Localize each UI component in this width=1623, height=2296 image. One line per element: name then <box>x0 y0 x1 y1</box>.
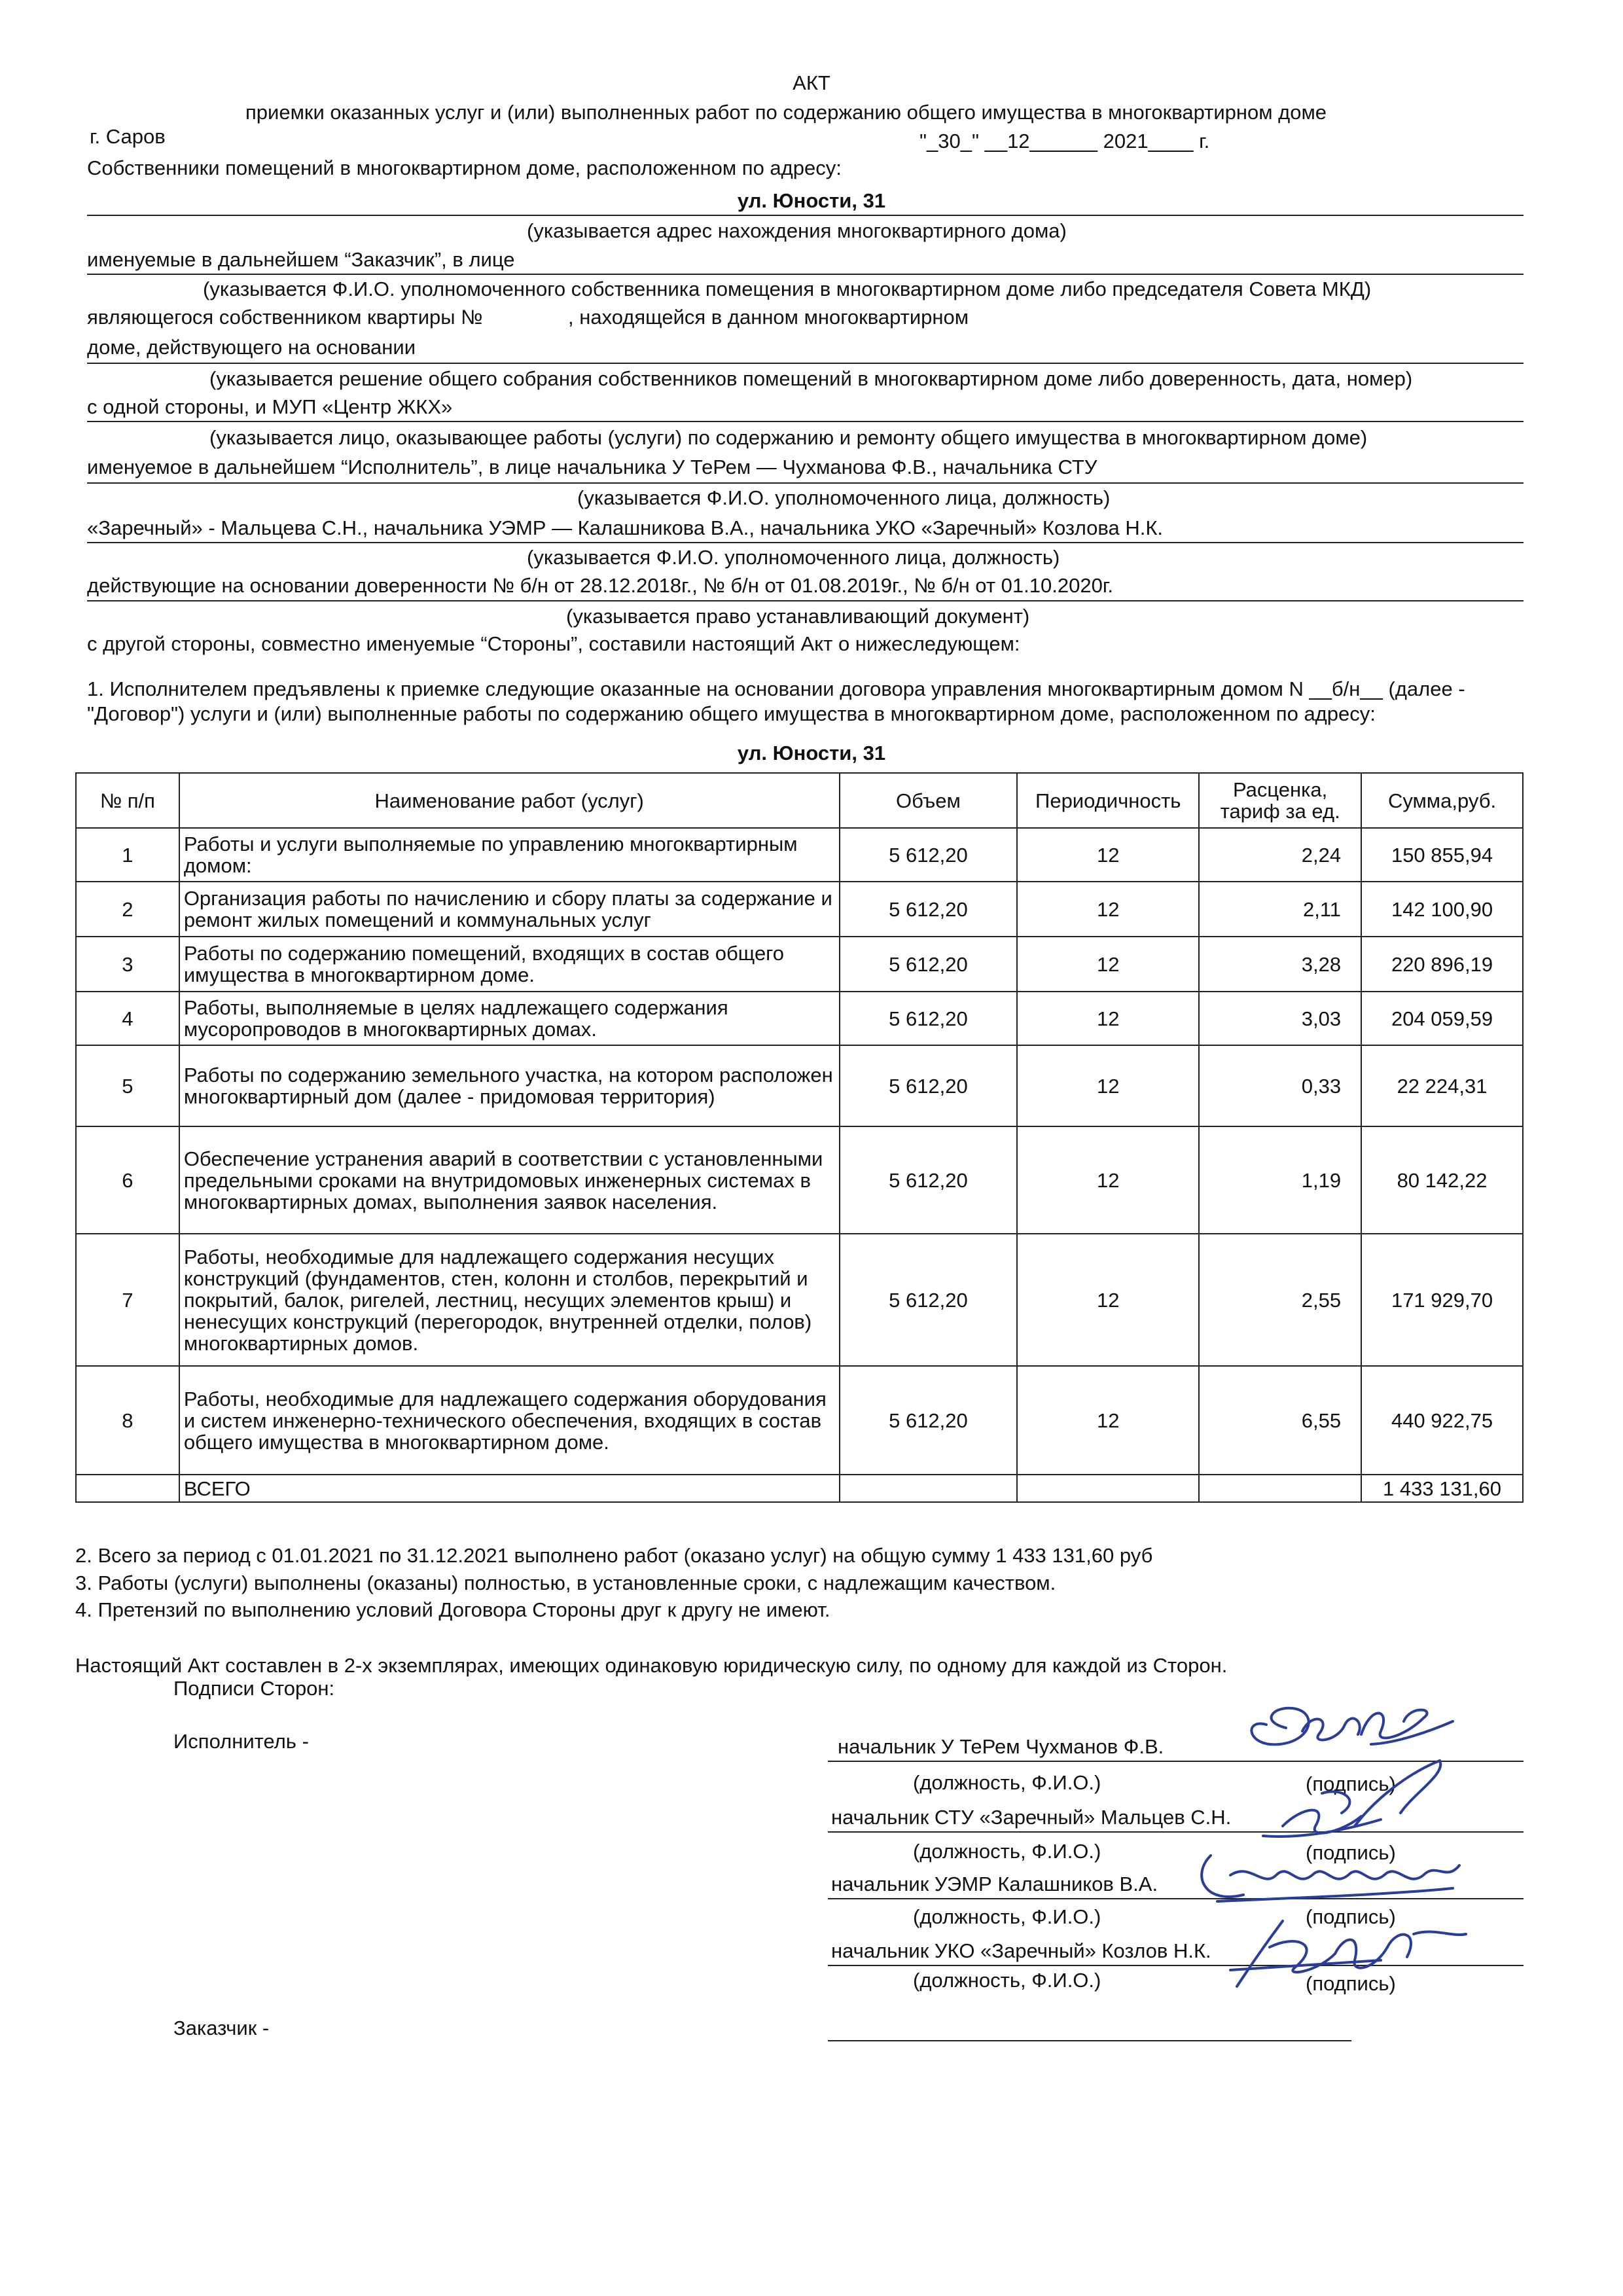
header-period: Периодичность <box>1017 773 1199 828</box>
customer-signature-rule <box>828 2040 1351 2041</box>
clause-3: 3. Работы (услуги) выполнены (оказаны) полностью, в установленные сроки, с надлежащим качеством. <box>75 1571 1056 1594</box>
row-rate: 1,19 <box>1199 1126 1361 1234</box>
row-volume: 5 612,20 <box>840 1045 1018 1126</box>
other-side-line: с другой стороны, совместно именуемые “Стороны”, составили настоящий Акт о нижеследующем: <box>87 632 1020 655</box>
one-side-rule <box>87 421 1524 422</box>
table-row <box>76 1234 1523 1366</box>
row-name: Работы, необходимые для надлежащего содержания несущих конструкций (фундаментов, стен, колонн и столбов, перекрытий и покрытий, балок, ригелей, лестниц, несущих элементов крыш) и ненесущих конструкций (перегородок, внутренней отделки, полов) многоквартирных домов. <box>179 1234 840 1366</box>
row-volume: 5 612,20 <box>840 937 1018 992</box>
table-row <box>76 992 1523 1045</box>
row-sum: 440 922,75 <box>1361 1366 1523 1475</box>
row-name: Обеспечение устранения аварий в соответствии с установленными предельными сроками на внутридомовых инженерных системах в многоквартирных домах, выполнения заявок населения. <box>179 1126 840 1234</box>
header-name: Наименование работ (услуг) <box>179 773 840 828</box>
row-name: Работы, необходимые для надлежащего содержания оборудования и систем инженерно-технического обеспечения, входящих в состав общего имущества в многоквартирном доме. <box>179 1366 840 1475</box>
signer-4-signature-hint: (подпись) <box>1306 1972 1396 1995</box>
signature-1-image <box>1240 1692 1456 1764</box>
signer-3-position: начальник УЭМР Калашников В.А. <box>831 1873 1158 1895</box>
row-rate: 0,33 <box>1199 1045 1361 1126</box>
row-period: 12 <box>1017 1234 1199 1366</box>
row-num: 3 <box>76 937 179 992</box>
signature-2-image <box>1243 1754 1479 1846</box>
header-rate: Расценка, тариф за ед. <box>1199 773 1361 828</box>
row-rate: 3,03 <box>1199 992 1361 1045</box>
table-row <box>76 1126 1523 1234</box>
customer-rule <box>87 274 1524 275</box>
row-num: 2 <box>76 882 179 937</box>
row-volume: 5 612,20 <box>840 1234 1018 1366</box>
address-hint: (указывается адрес нахождения многоквартирного дома) <box>527 219 1067 242</box>
row-rate: 3,28 <box>1199 937 1361 992</box>
signature-3-image <box>1191 1842 1466 1908</box>
row-name: Работы и услуги выполняемые по управлению многоквартирным домом: <box>179 828 840 882</box>
row-name: Организация работы по начислению и сбору платы за содержание и ремонт жилых помещений и коммунальных услуг <box>179 882 840 937</box>
one-side-line: с одной стороны, и МУП «Центр ЖКХ» <box>87 395 453 418</box>
contractor-hint: (указывается лицо, оказывающее работы (услуги) по содержанию и ремонту общего имущества в многоквартирном доме) <box>209 426 1368 449</box>
row-name: Работы, выполняемые в целях надлежащего содержания мусоропроводов в многоквартирных домах. <box>179 992 840 1045</box>
contractor-line-2: «Заречный» - Мальцева С.Н., начальника УЭМР — Калашникова В.А., начальника УКО «Заречный» Козлова Н.К. <box>87 516 1164 539</box>
table-header-row <box>76 773 1523 828</box>
row-rate: 6,55 <box>1199 1366 1361 1475</box>
row-rate: 2,24 <box>1199 828 1361 882</box>
header-num: № п/п <box>76 773 179 828</box>
row-period: 12 <box>1017 1126 1199 1234</box>
signer-4-position-hint: (должность, Ф.И.О.) <box>913 1969 1101 1992</box>
total-label: ВСЕГО <box>179 1475 840 1502</box>
document-subtitle: приемки оказанных услуг и (или) выполненных работ по содержанию общего имущества в многоквартирном доме <box>245 101 1327 124</box>
table-total-row <box>76 1475 1523 1502</box>
row-volume: 5 612,20 <box>840 882 1018 937</box>
total-num-cell <box>76 1475 179 1502</box>
executor-label: Исполнитель - <box>173 1730 309 1753</box>
copies-line: Настоящий Акт составлен в 2-х экземплярах, имеющих одинаковую юридическую силу, по одному для каждой из Сторон. <box>75 1654 1228 1677</box>
row-sum: 220 896,19 <box>1361 937 1523 992</box>
row-sum: 142 100,90 <box>1361 882 1523 937</box>
works-table <box>75 772 1524 1503</box>
customer-line: именуемые в дальнейшем “Заказчик”, в лице <box>87 248 515 271</box>
row-period: 12 <box>1017 992 1199 1045</box>
signer-1-signature-hint: (подпись) <box>1306 1772 1396 1795</box>
row-rate: 2,55 <box>1199 1234 1361 1366</box>
header-volume: Объем <box>840 773 1018 828</box>
row-num: 6 <box>76 1126 179 1234</box>
table-row <box>76 1366 1523 1475</box>
row-rate: 2,11 <box>1199 882 1361 937</box>
customer-hint: (указывается Ф.И.О. уполномоченного собственника помещения в многоквартирном доме либо председателя Совета МКД) <box>203 278 1372 300</box>
header-sum: Сумма,руб. <box>1361 773 1523 828</box>
row-num: 7 <box>76 1234 179 1366</box>
clause-1-line-1: 1. Исполнителем предъявлены к приемке следующие оказанные на основании договора управления многоквартирным домом N __б/н__ (далее - <box>87 677 1465 700</box>
total-volume-cell <box>840 1475 1018 1502</box>
row-name: Работы по содержанию земельного участка, на котором расположен многоквартирный дом (далее - придомовая территория) <box>179 1045 840 1126</box>
owner-apartment-text-2: , находящейся в данном многоквартирном <box>568 306 969 329</box>
owners-line: Собственники помещений в многоквартирном доме, расположенном по адресу: <box>87 156 842 179</box>
document-title: АКТ <box>793 71 830 94</box>
power-hint: (указывается право устанавливающий документ) <box>566 605 1030 628</box>
clause-2: 2. Всего за период с 01.01.2021 по 31.12.2021 выполнено работ (оказано услуг) на общую сумму 1 433 131,60 руб <box>75 1544 1153 1567</box>
row-volume: 5 612,20 <box>840 1126 1018 1234</box>
signer-2-signature-hint: (подпись) <box>1306 1841 1396 1864</box>
contractor-person-hint-2: (указывается Ф.И.О. уполномоченного лица, должность) <box>527 546 1060 569</box>
total-period-cell <box>1017 1475 1199 1502</box>
power-line: действующие на основании доверенности № б/н от 28.12.2018г., № б/н от 01.08.2019г., № б/н от 01.10.2020г. <box>87 574 1113 597</box>
row-num: 4 <box>76 992 179 1045</box>
row-period: 12 <box>1017 828 1199 882</box>
signer-3-signature-hint: (подпись) <box>1306 1905 1396 1928</box>
signer-3-position-hint: (должность, Ф.И.О.) <box>913 1905 1101 1928</box>
customer-label: Заказчик - <box>173 2017 270 2039</box>
row-period: 12 <box>1017 1045 1199 1126</box>
contractor-line: именуемое в дальнейшем “Исполнитель”, в лице начальника У ТеРем — Чухманова Ф.В., начальника СТУ <box>87 456 1097 478</box>
row-sum: 204 059,59 <box>1361 992 1523 1045</box>
signatures-title: Подписи Сторон: <box>173 1677 335 1700</box>
basis-rule <box>87 363 1524 364</box>
basis-hint: (указывается решение общего собрания собственников помещений в многоквартирном доме либо доверенность, дата, номер) <box>209 367 1413 390</box>
table-address: ул. Юности, 31 <box>737 742 886 764</box>
row-num: 1 <box>76 828 179 882</box>
address: ул. Юности, 31 <box>737 189 886 212</box>
owner-apartment-text: являющегося собственником квартиры № <box>87 306 483 329</box>
clause-1-line-2: "Договор") услуги и (или) выполненные работы по содержанию общего имущества в многоквартирном доме, расположенном по адресу: <box>87 702 1376 725</box>
signer-4-position: начальник УКО «Заречный» Козлов Н.К. <box>831 1939 1211 1962</box>
row-period: 12 <box>1017 937 1199 992</box>
row-sum: 150 855,94 <box>1361 828 1523 882</box>
row-volume: 5 612,20 <box>840 992 1018 1045</box>
row-name: Работы по содержанию помещений, входящих в состав общего имущества в многоквартирном доме. <box>179 937 840 992</box>
contractor-rule <box>87 482 1524 484</box>
table-row <box>76 1045 1523 1126</box>
row-volume: 5 612,20 <box>840 828 1018 882</box>
table-row <box>76 828 1523 882</box>
row-period: 12 <box>1017 1366 1199 1475</box>
total-sum: 1 433 131,60 <box>1361 1475 1523 1502</box>
table-row <box>76 937 1523 992</box>
row-num: 8 <box>76 1366 179 1475</box>
contractor-person-hint: (указывается Ф.И.О. уполномоченного лица, должность) <box>577 486 1111 509</box>
signer-1-position: начальник У ТеРем Чухманов Ф.В. <box>838 1735 1164 1758</box>
row-sum: 22 224,31 <box>1361 1045 1523 1126</box>
table-row <box>76 882 1523 937</box>
power-rule <box>87 600 1524 601</box>
row-sum: 80 142,22 <box>1361 1126 1523 1234</box>
signer-1-position-hint: (должность, Ф.И.О.) <box>913 1771 1101 1794</box>
clause-4: 4. Претензий по выполнению условий Договора Стороны друг к другу не имеют. <box>75 1598 830 1621</box>
signer-2-position-hint: (должность, Ф.И.О.) <box>913 1840 1101 1863</box>
city: г. Саров <box>90 125 166 148</box>
signer-2-position: начальник СТУ «Заречный» Мальцев С.Н. <box>831 1806 1232 1829</box>
row-num: 5 <box>76 1045 179 1126</box>
row-period: 12 <box>1017 882 1199 937</box>
basis-line: доме, действующего на основании <box>87 336 416 359</box>
contractor-rule-2 <box>87 542 1524 543</box>
row-volume: 5 612,20 <box>840 1366 1018 1475</box>
address-rule <box>87 215 1524 216</box>
date-line: "_30_" __12______ 2021____ г. <box>919 130 1210 152</box>
row-sum: 171 929,70 <box>1361 1234 1523 1366</box>
total-rate-cell <box>1199 1475 1361 1502</box>
signature-4-image <box>1224 1908 1472 1993</box>
